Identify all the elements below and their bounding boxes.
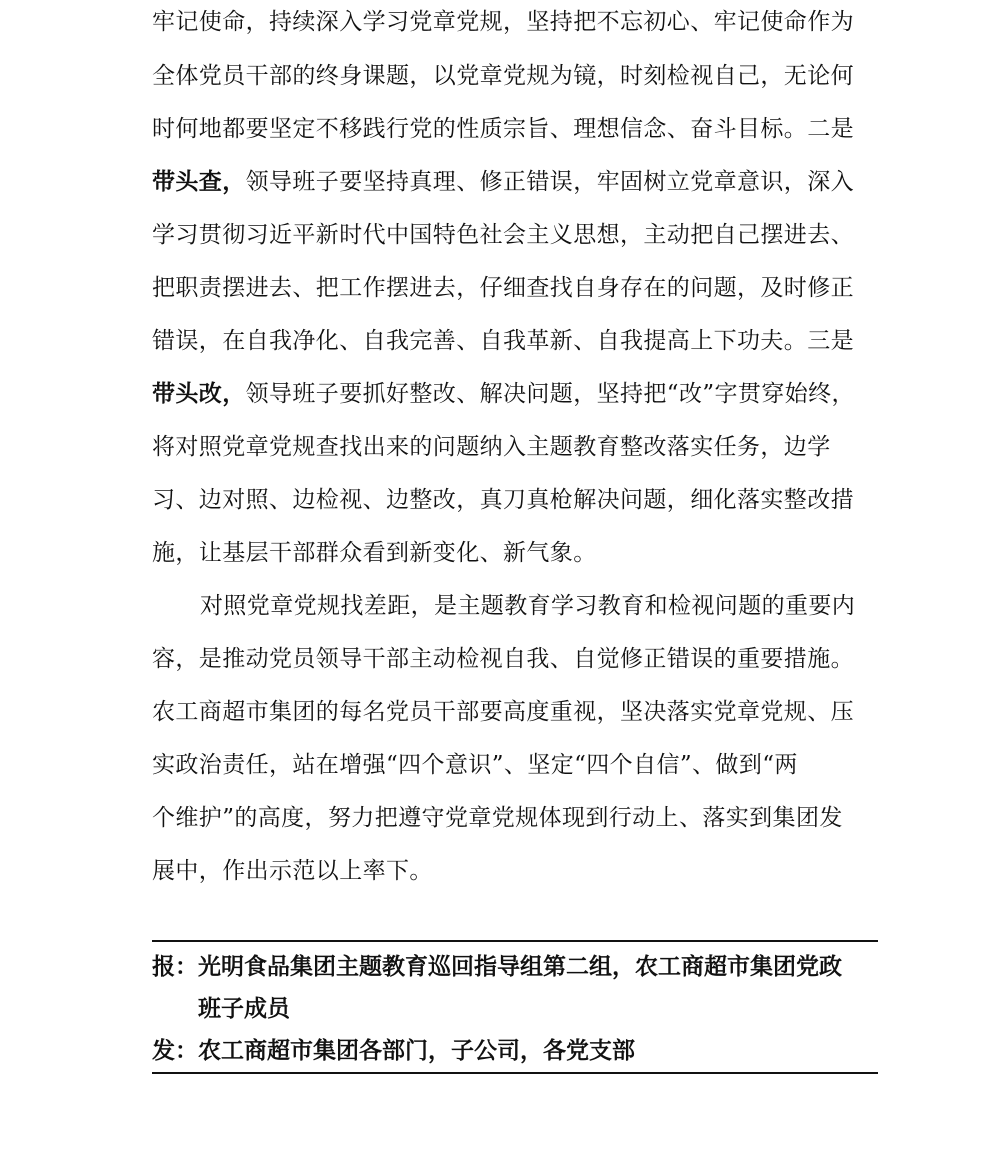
line-text: 施，让基层干部群众看到新变化、新气象。 [152,540,597,566]
line-text: 容，是推动党员领导干部主动检视自我、自觉修正错误的重要措施。 [152,646,854,672]
line-text: 学习贯彻习近平新时代中国特色社会主义思想，主动把自己摆进去、 [152,222,854,248]
body-line-12 [200,591,856,621]
body-line-10 [152,485,852,515]
body-line-14 [152,697,852,727]
body-line-7 [152,326,852,356]
body-line-13 [152,644,852,674]
report-to-line: 报：光明食品集团主题教育巡回指导组第二组，农工商超市集团党政 [152,953,842,980]
report-to-continuation: 班子成员 [198,995,290,1022]
body-line-15 [152,750,852,780]
line-text: 领导班子要抓好整改、解决问题，坚持把“改”字贯穿始终， [245,381,855,407]
line-text: 个维护”的高度，努力把遵守党章党规体现到行动上、落实到集团发 [152,805,843,831]
line-text: 将对照党章党规查找出来的问题纳入主题教育整改落实任务，边学 [152,434,831,460]
distribution-bottom-rule [152,1072,878,1074]
line-text: 牢记使命，持续深入学习党章党规，坚持把不忘初心、牢记使命作为 [152,9,854,35]
line-text: 农工商超市集团的每名党员干部要高度重视，坚决落实党章党规、压 [152,699,854,725]
distribution-top-rule [152,940,878,942]
line-text: 实政治责任，站在增强“四个意识”、坚定“四个自信”、做到“两 [152,752,798,778]
line-text: 领导班子要坚持真理、修正错误，牢固树立党章意识，深入 [245,169,855,195]
body-line-1 [152,7,852,37]
line-text: 把职责摆进去、把工作摆进去，仔细查找自身存在的问题，及时修正 [152,275,854,301]
body-line-5 [152,220,852,250]
line-text: 展中，作出示范以上率下。 [152,858,433,884]
body-line-16 [152,803,852,833]
body-line-4 [152,167,855,197]
bold-lead: 带头改， [152,380,246,407]
line-text: 错误，在自我净化、自我完善、自我革新、自我提高上下功夫。三是 [152,328,854,354]
body-line-17 [152,856,852,886]
line-text: 全体党员干部的终身课题，以党章党规为镜，时刻检视自己，无论何 [152,63,854,89]
body-line-8 [152,379,855,409]
body-line-3 [152,114,852,144]
send-to-line: 发：农工商超市集团各部门，子公司，各党支部 [152,1037,635,1064]
line-text: 习、边对照、边检视、边整改，真刀真枪解决问题，细化落实整改措 [152,487,854,513]
body-line-11 [152,538,852,568]
bold-lead: 带头查， [152,168,246,195]
body-line-6 [152,273,852,303]
line-text: 对照党章党规找差距，是主题教育学习教育和检视问题的重要内 [200,593,856,619]
body-line-9 [152,432,852,462]
body-line-2 [152,61,852,91]
line-text: 时何地都要坚定不移践行党的性质宗旨、理想信念、奋斗目标。二是 [152,116,854,142]
